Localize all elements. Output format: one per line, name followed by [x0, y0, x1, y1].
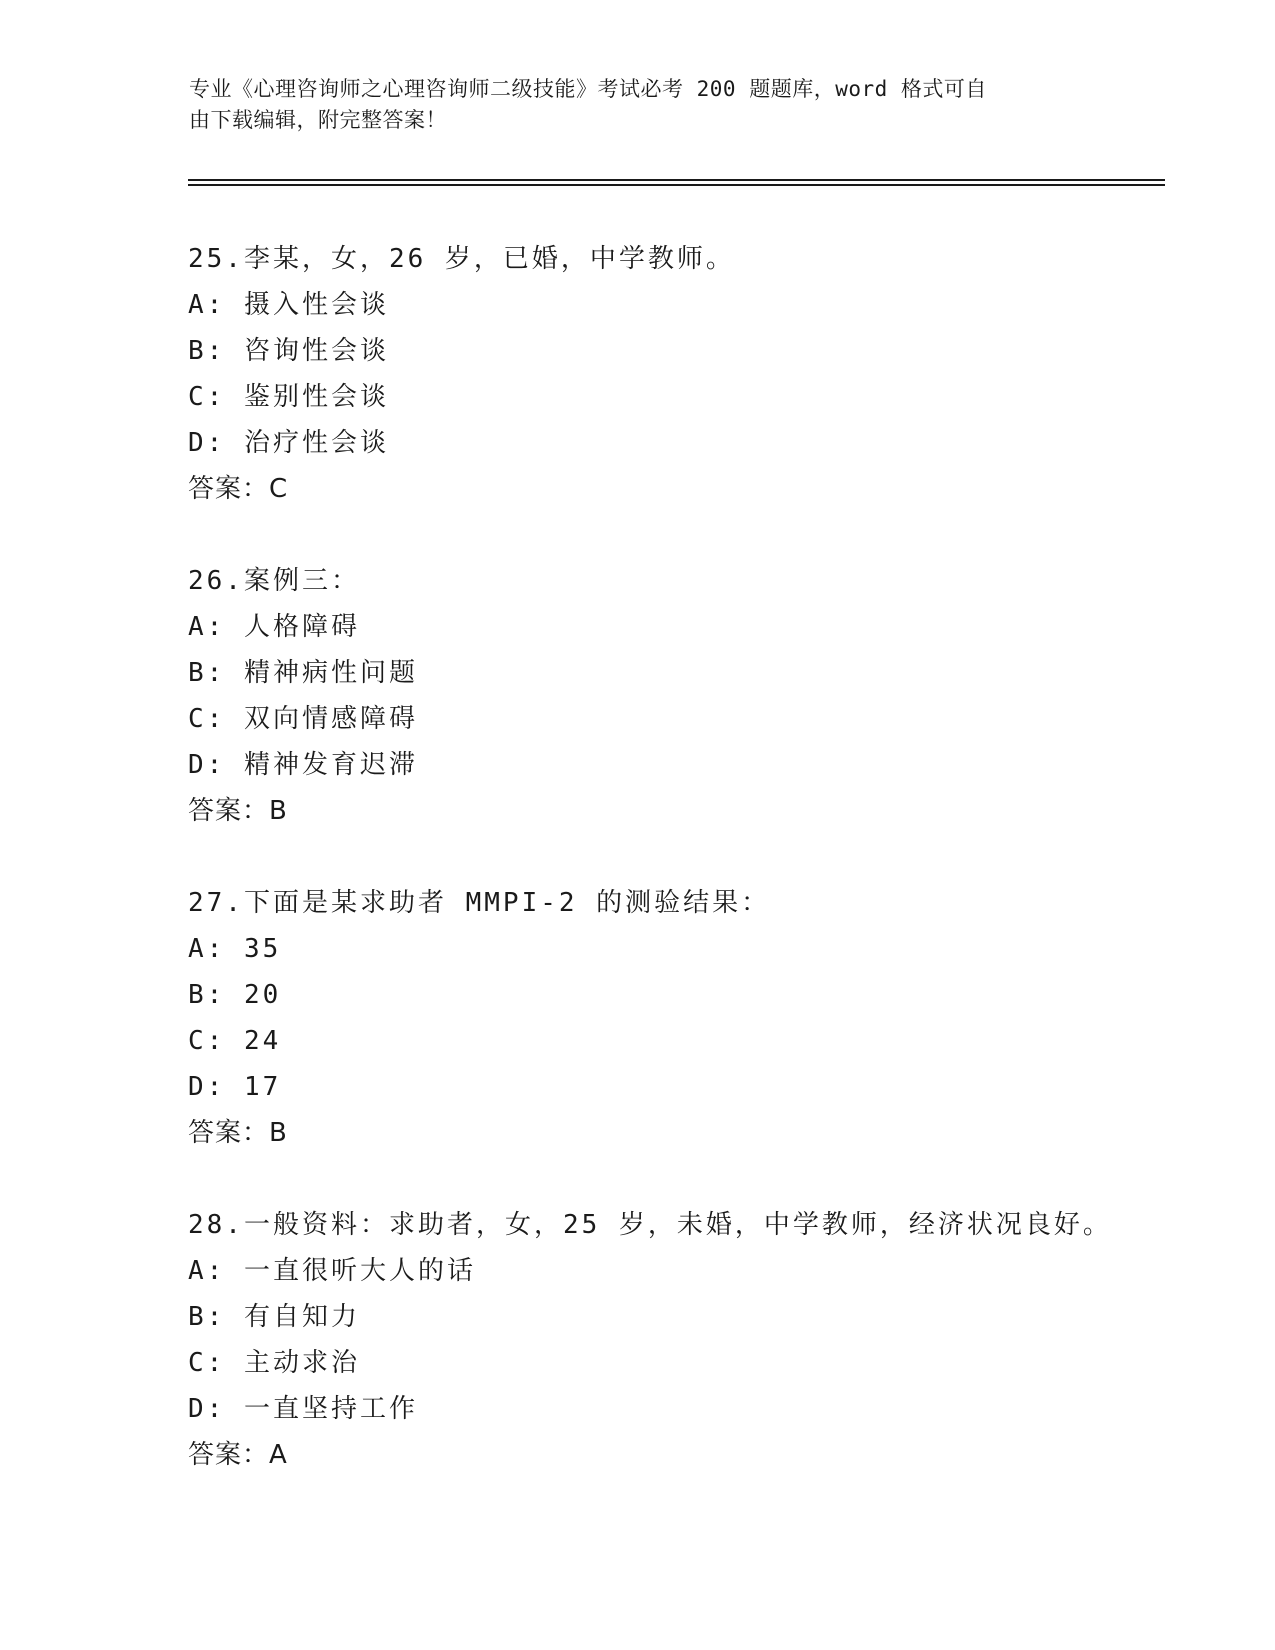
option-c: C: 主动求治 — [188, 1348, 360, 1378]
answer-line: 答案：B — [188, 1118, 288, 1148]
header-divider-top — [188, 179, 1165, 181]
option-c: C: 双向情感障碍 — [188, 704, 418, 734]
option-d: D: 17 — [188, 1072, 282, 1102]
answer-line: 答案：C — [188, 474, 289, 504]
option-c: C: 鉴别性会谈 — [188, 382, 389, 412]
question-25 — [188, 236, 1188, 512]
option-d: D: 治疗性会谈 — [188, 428, 389, 458]
option-a: A: 人格障碍 — [188, 612, 360, 642]
option-b: B: 20 — [188, 980, 282, 1010]
question-stem: 25.李某，女，26 岁，已婚，中学教师。 — [188, 244, 735, 274]
answer-line: 答案：A — [188, 1440, 288, 1470]
option-a: A: 35 — [188, 934, 282, 964]
question-stem: 26.案例三： — [188, 566, 360, 596]
header-divider-bottom — [188, 184, 1165, 186]
option-a: A: 一直很听大人的话 — [188, 1256, 476, 1286]
option-d: D: 一直坚持工作 — [188, 1394, 418, 1424]
question-28 — [188, 1202, 1188, 1478]
option-a: A: 摄入性会谈 — [188, 290, 389, 320]
question-26 — [188, 558, 1188, 834]
option-b: B: 咨询性会谈 — [188, 336, 389, 366]
header-line-1: 专业《心理咨询师之心理咨询师二级技能》考试必考 200 题题库，word 格式可自 — [189, 77, 987, 101]
question-stem: 27.下面是某求助者 MMPI-2 的测验结果： — [188, 888, 771, 918]
answer-line: 答案：B — [188, 796, 288, 826]
option-b: B: 有自知力 — [188, 1302, 360, 1332]
option-c: C: 24 — [188, 1026, 282, 1056]
question-stem: 28.一般资料：求助者，女，25 岁，未婚，中学教师，经济状况良好。 — [188, 1210, 1112, 1240]
option-b: B: 精神病性问题 — [188, 658, 418, 688]
question-27 — [188, 880, 1188, 1156]
option-d: D: 精神发育迟滞 — [188, 750, 418, 780]
header-line-2: 由下载编辑，附完整答案！ — [189, 108, 447, 132]
document-header — [189, 74, 1089, 136]
